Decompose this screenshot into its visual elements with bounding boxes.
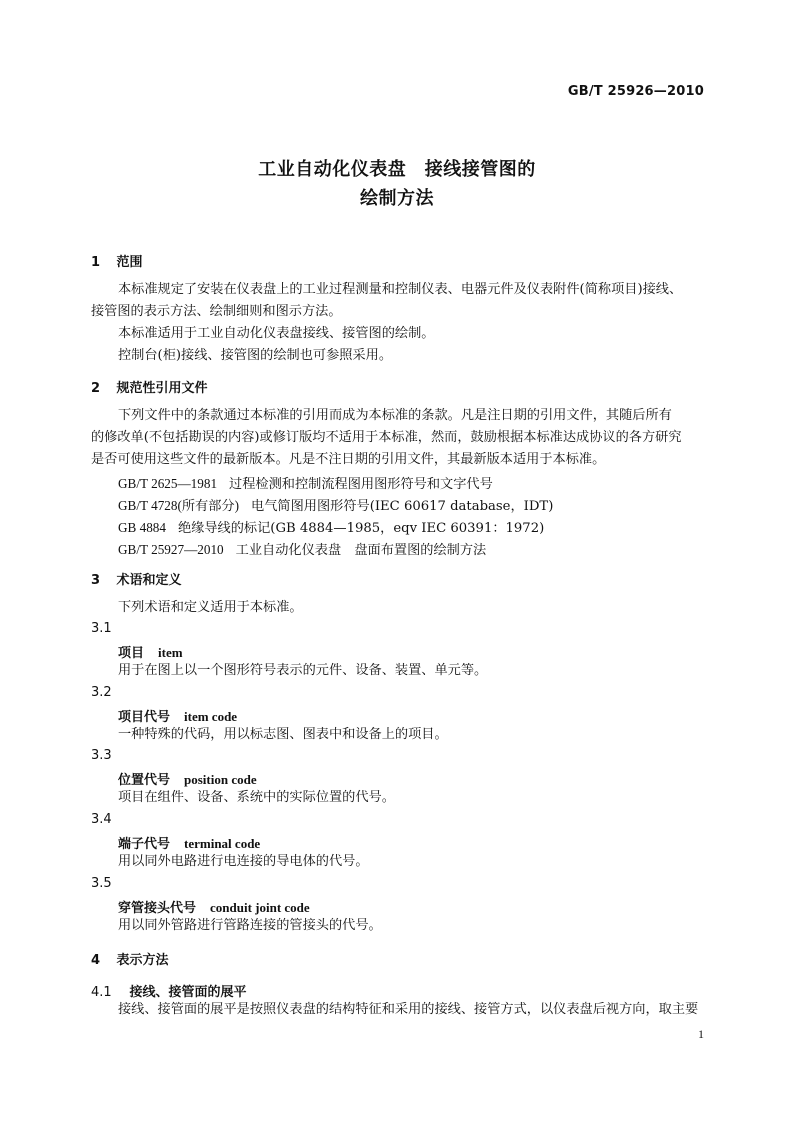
section-1-paragraph-3: 控制台(柜)接线、接管图的绘制也可参照采用。 [118, 348, 393, 363]
section-1-paragraph-1b: 接管图的表示方法、绘制细则和图示方法。 [91, 304, 342, 319]
term-definition: 用以同外管路进行管路连接的管接头的代号。 [118, 918, 382, 933]
document-title-line-1: 工业自动化仪表盘 接线接管图的 [258, 159, 536, 180]
term-heading [118, 642, 183, 661]
term-definition: 一种特殊的代码，用以标志图、图表中和设备上的项目。 [118, 727, 448, 742]
term-heading [118, 833, 260, 852]
subsection-4-1-heading [91, 981, 247, 1000]
reference-code: GB/T 2625—1981 [118, 476, 218, 491]
reference-title: 电气简图用图形符号(IEC 60617 database，IDT) [251, 499, 554, 514]
reference-item [118, 539, 486, 558]
term-name-zh: 项目 [118, 646, 145, 661]
reference-item [118, 473, 493, 492]
section-number: 3 [91, 573, 101, 588]
term-name-en: item code [184, 709, 238, 724]
reference-item [118, 495, 553, 514]
reference-code: GB/T 4728(所有部分) [118, 498, 240, 513]
subsection-number: 4.1 [91, 985, 112, 1000]
reference-title: 过程检测和控制流程图用图形符号和文字代号 [229, 477, 493, 492]
section-number: 4 [91, 953, 101, 968]
reference-code: GB 4884 [118, 520, 166, 535]
term-number: 3.2 [91, 685, 112, 700]
term-name-zh: 穿管接头代号 [118, 901, 197, 916]
section-2-paragraph-1b: 的修改单(不包括勘误的内容)或修订版均不适用于本标准，然而，鼓励根据本标准达成协议的各方研究 [91, 430, 682, 445]
reference-code: GB/T 25927—2010 [118, 542, 224, 557]
reference-title: 绝缘导线的标记(GB 4884—1985，eqv IEC 60391：1972) [178, 521, 545, 536]
term-name-en: terminal code [184, 836, 261, 851]
section-2-paragraph-1c: 是否可使用这些文件的最新版本。凡是不注日期的引用文件，其最新版本适用于本标准。 [91, 452, 606, 467]
term-definition: 项目在组件、设备、系统中的实际位置的代号。 [118, 790, 395, 805]
section-2-paragraph-1a: 下列文件中的条款通过本标准的引用而成为本标准的条款。凡是注日期的引用文件，其随后所有 [118, 408, 672, 423]
section-title: 术语和定义 [116, 573, 182, 588]
standard-number: GB/T 25926—2010 [567, 84, 704, 99]
term-name-zh: 端子代号 [118, 837, 171, 852]
term-name-en: item [158, 645, 183, 660]
section-1-paragraph-2: 本标准适用于工业自动化仪表盘接线、接管图的绘制。 [118, 326, 435, 341]
term-name-zh: 项目代号 [118, 710, 171, 725]
document-title-line-2: 绘制方法 [360, 188, 434, 209]
section-4-heading [91, 949, 169, 968]
term-number: 3.4 [91, 812, 112, 827]
term-heading [118, 897, 310, 916]
section-3-intro: 下列术语和定义适用于本标准。 [118, 600, 303, 615]
term-name-en: position code [184, 772, 257, 787]
term-definition: 用于在图上以一个图形符号表示的元件、设备、装置、单元等。 [118, 663, 488, 678]
page-number: 1 [698, 1027, 704, 1041]
section-1-heading [91, 251, 143, 270]
section-1-paragraph-1a: 本标准规定了安装在仪表盘上的工业过程测量和控制仪表、电器元件及仪表附件(简称项目)接线、 [118, 282, 683, 297]
section-title: 范围 [116, 255, 143, 270]
reference-title: 工业自动化仪表盘 盘面布置图的绘制方法 [235, 543, 487, 558]
section-number: 2 [91, 381, 101, 396]
term-name-en: conduit joint code [210, 900, 310, 915]
reference-item [118, 517, 544, 536]
section-2-heading [91, 377, 208, 396]
section-number: 1 [91, 255, 101, 270]
term-heading [118, 706, 237, 725]
term-definition: 用以同外电路进行电连接的导电体的代号。 [118, 854, 369, 869]
term-number: 3.3 [91, 748, 112, 763]
subsection-title: 接线、接管面的展平 [129, 985, 247, 1000]
section-4-paragraph-1: 接线、接管面的展平是按照仪表盘的结构特征和采用的接线、接管方式，以仪表盘后视方向，取主要 [118, 1002, 699, 1017]
term-number: 3.5 [91, 876, 112, 891]
term-heading [118, 769, 257, 788]
section-title: 表示方法 [116, 953, 169, 968]
term-number: 3.1 [91, 621, 112, 636]
term-name-zh: 位置代号 [118, 773, 171, 788]
section-3-heading [91, 569, 182, 588]
section-title: 规范性引用文件 [116, 381, 208, 396]
